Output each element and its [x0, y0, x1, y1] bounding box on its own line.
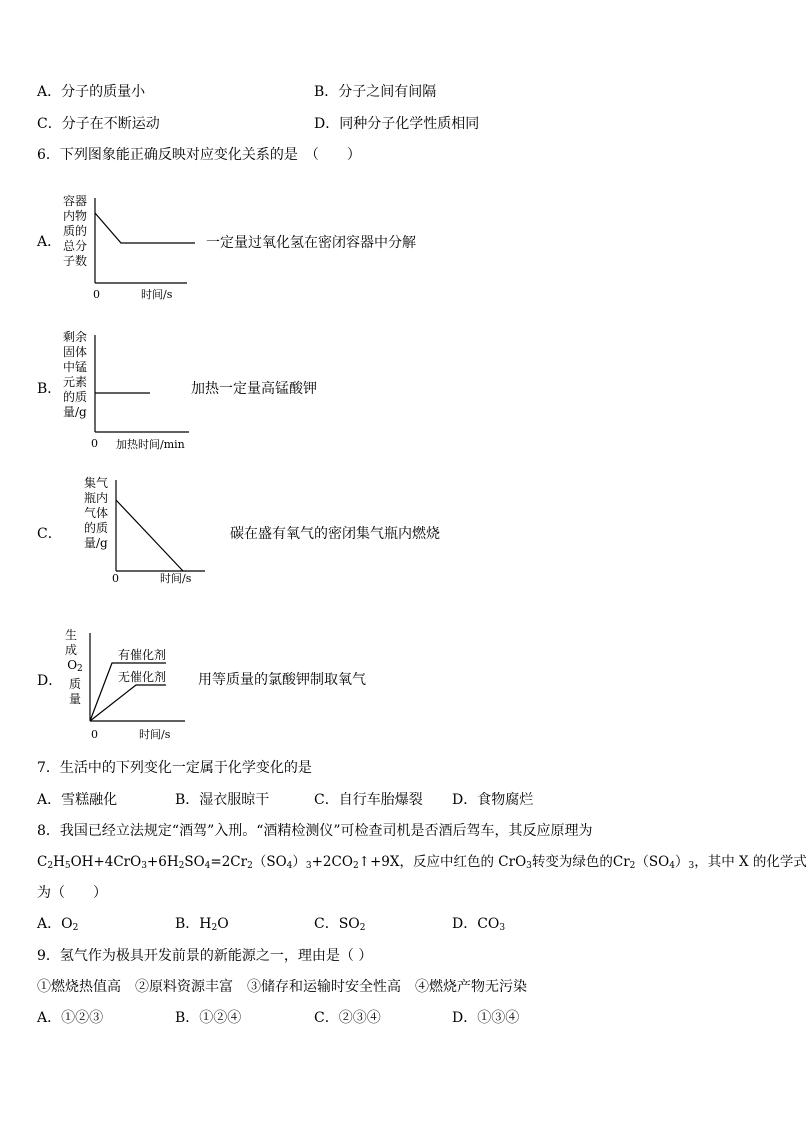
- q6-d-letter: D．: [37, 673, 63, 689]
- q8-option-b: [175, 915, 229, 937]
- q6-b-ylabel: 剩余固体中锰元素的质量/g: [63, 330, 88, 419]
- q6-d-xlabel: 时间/s: [139, 728, 171, 741]
- q7-option-b: B．湿衣服晾干: [175, 792, 270, 808]
- q6-d-origin: 0: [91, 728, 98, 741]
- q8-option-a: [37, 915, 78, 937]
- q6-a-letter: A．: [37, 234, 62, 250]
- q6-c-desc: 碳在盛有氧气的密闭集气瓶内燃烧: [230, 526, 440, 542]
- q5-option-a: A．分子的质量小: [37, 84, 146, 100]
- q7-stem: 7．生活中的下列变化一定属于化学变化的是: [37, 760, 312, 776]
- q8-option-d: [452, 915, 505, 937]
- q6-d-ylabel-sub: 2: [77, 664, 83, 674]
- q8-tail: 为（ ）: [37, 885, 107, 901]
- q6-d-ylabel-o: O: [67, 658, 78, 672]
- q9-stem: 9．氢气作为极具开发前景的新能源之一，理由是（ ）: [37, 948, 373, 964]
- q6-c-ylabel: 集气瓶内气体的质量/g: [84, 476, 109, 550]
- q6-c-letter: C．: [37, 526, 62, 542]
- q7-option-d: D．食物腐烂: [452, 792, 534, 808]
- q6-b-origin: 0: [91, 437, 98, 450]
- q8-option-b-end: O: [217, 916, 229, 932]
- q9-option-a: A．①②③: [37, 1010, 104, 1026]
- q8-option-d-sub: 3: [499, 923, 506, 933]
- q6-a-ylabel: 容器内物质的总分子数: [63, 194, 88, 268]
- q9-option-c: C．②③④: [314, 1010, 381, 1026]
- q8-option-d-text: D．CO: [452, 916, 500, 932]
- q5-option-c: C．分子在不断运动: [37, 116, 160, 132]
- q9-reasons: ①燃烧热值高 ②原料资源丰富 ③储存和运输时安全性高 ④燃烧产物无污染: [37, 979, 527, 995]
- q6-c-origin: 0: [112, 572, 119, 585]
- q8-option-c: [314, 915, 366, 937]
- q6-a-origin: 0: [93, 288, 100, 301]
- q6-d-ylabel-bottom: 质量: [68, 677, 81, 706]
- q6-d-ylabel-top: 生成: [64, 628, 77, 657]
- q8-option-c-text: C．SO: [314, 916, 360, 932]
- q5-option-d: D．同种分子化学性质相同: [314, 116, 480, 132]
- q8-option-a-sub: 2: [72, 923, 79, 933]
- q8-option-b-sub: 2: [211, 923, 218, 933]
- q6-d-label-catalyst: 有催化剂: [118, 648, 167, 662]
- q6-c-xlabel: 时间/s: [160, 572, 192, 585]
- q7-option-c: C．自行车胎爆裂: [314, 792, 423, 808]
- q6-b-xlabel: 加热时间/min: [116, 438, 185, 451]
- q5-option-b: B．分子之间有间隔: [314, 84, 437, 100]
- q7-option-a: A．雪糕融化: [37, 792, 118, 808]
- q6-d-desc: 用等质量的氯酸钾制取氧气: [198, 672, 366, 688]
- q6-stem: 6．下列图象能正确反映对应变化关系的是 （ ）: [37, 147, 361, 163]
- q9-option-d: D．①③④: [452, 1010, 520, 1026]
- q8-stem: 8．我国已经立法规定“酒驾”入刑。“酒精检测仪”可检查司机是否酒后驾车，其反应原理为: [37, 823, 593, 839]
- q6-a-desc: 一定量过氧化氢在密闭容器中分解: [206, 235, 416, 251]
- q8-option-b-text: B．H: [175, 916, 212, 932]
- q6-a-xlabel: 时间/s: [141, 288, 173, 301]
- q8-option-a-text: A．O: [37, 916, 73, 932]
- q8-equation: $C_2H_5OH+4CrO_3+6H_2SO_4=2Cr_2(SO_4)_3+2CO_2↑+9X$，反应中红色的 CrO$_3$转变为绿色的$Cr_2(SO_4)_3$，其中 X 的化学式: [37, 854, 807, 871]
- q6-b-letter: B．: [37, 381, 62, 397]
- q6-d-label-no-catalyst: 无催化剂: [118, 670, 167, 684]
- q6-b-desc: 加热一定量高锰酸钾: [191, 381, 317, 397]
- q8-option-c-sub: 2: [359, 923, 366, 933]
- q9-option-b: B．①②④: [175, 1010, 242, 1026]
